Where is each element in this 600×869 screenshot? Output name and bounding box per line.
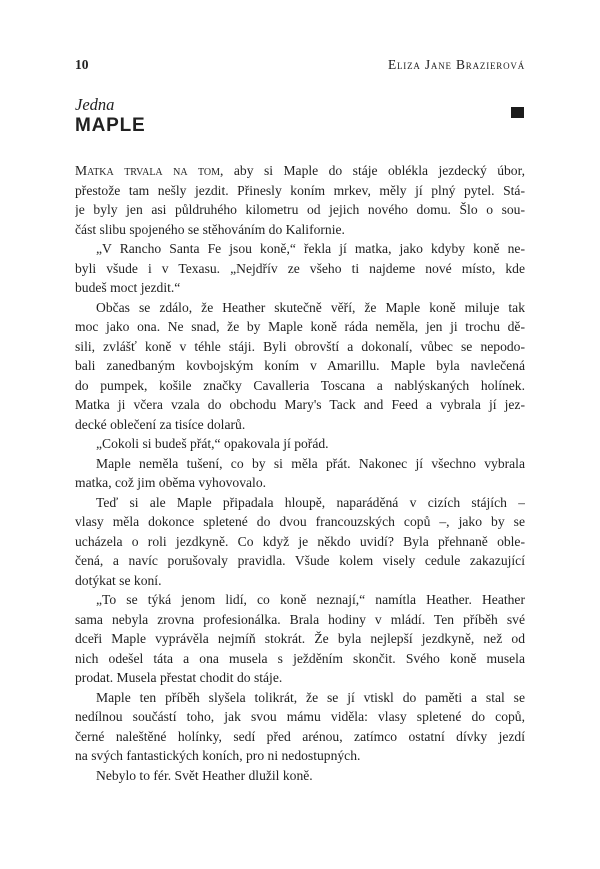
text-line: Maple ten příběh slyšela tolikrát, že se jí vtiskl do paměti a stal se (96, 689, 525, 705)
text-line: decké oblečení za tisíce dolarů. (75, 416, 246, 432)
text-line: Nebylo to fér. Svět Heather dlužil koně. (96, 767, 313, 783)
text-line: Matka ji včera vzala do obchodu Mary's Tack and Feed a vybrala jí jez- (75, 397, 525, 413)
text-line: sili, zvlášť koně v téhle stáji. Byli obrovští a dokonalí, vůbec se nepodo- (75, 338, 525, 354)
running-header-author: Eliza Jane Brazierová (387, 57, 525, 72)
text-line: na svých fantastických koních, pro ni nedostupných. (75, 748, 361, 764)
page-number: 10 (75, 57, 89, 72)
text-line: prodat. Musela přestat chodit do stáje. (75, 670, 283, 686)
text-line: černé naleštěné holínky, sedí před arénou, zatímco ostatní dívky jezdí (75, 728, 525, 744)
text-line: nich odešel táta a ona musela s ježděním skončit. Svého koně musela (75, 650, 525, 666)
text-line: dotýkat se koní. (75, 572, 162, 588)
text-line: nedílnou součástí toho, jak svou mámu viděla: vlasy spletené do copů, (75, 709, 525, 725)
page-header (75, 57, 525, 73)
chapter-title: MAPLE (75, 115, 146, 136)
chapter-number: Jedna (75, 95, 115, 114)
smallcaps-lead: Matka trvala na tom (75, 163, 221, 178)
section-marker-square (511, 107, 524, 118)
text-line: je byly jen asi půldruhého kilometru od jejich nového domu. Šlo o sou- (75, 202, 525, 218)
text-line: sama nebyla zrovna profesionálka. Brala hodiny v mládí. Ten příběh své (75, 611, 525, 627)
text-line: moc jako ona. Ne snad, že by Maple koně ráda neměla, jen ji trochu dě- (75, 319, 525, 335)
text-line: „Cokoli si budeš přát,“ opakovala jí pořád. (96, 436, 329, 452)
text-line: „V Rancho Santa Fe jsou koně,“ řekla jí matka, jako kdyby koně ne- (96, 241, 525, 257)
text-line: Teď si ale Maple připadala hloupě, naparáděná v cizích stájích – (96, 494, 525, 510)
text-line: matka, což jim oběma vyhovovalo. (75, 475, 267, 491)
text-line: budeš moct jezdit.“ (75, 280, 181, 296)
text-line: Maple neměla tušení, co by si měla přát. Nakonec jí všechno vybrala (96, 455, 525, 471)
text-line: vlasy měla dokonce spletené do dvou francouzských copů –, jako by se (75, 514, 525, 530)
text-line: ucházela o roli jezdkyně. Co když je někdo uvidí? Byla přehnaně oble- (75, 533, 525, 549)
text-line: bali zanedbaným kovbojským koním v Amarillu. Maple byla navlečená (75, 358, 525, 374)
text-line: Matka trvala na tom, aby si Maple do stáje oblékla jezdecký úbor, (75, 163, 525, 178)
text-line: do pumpek, košile značky Cavalleria Toscana a nablýskaných holínek. (75, 377, 525, 393)
chapter-heading (75, 95, 146, 136)
text-line: přestože tam nešly jezdit. Přinesly koním mrkev, měly jí plný pytel. Stá- (75, 182, 525, 198)
body-text (75, 161, 525, 786)
text-line: část slibu spojeného se stěhováním do Kalifornie. (75, 221, 345, 237)
text-line: dceři Maple vyprávěla nejmíň stokrát. Že byla nejlepší jezdkyně, než od (75, 631, 525, 647)
text-line: čená, a navíc porušovaly pravidla. Všude kolem visely cedule zakazující (75, 553, 525, 569)
text-line: „To se týká jenom lidí, co koně neznají,“ namítla Heather. Heather (96, 592, 525, 608)
text-line: Občas se zdálo, že Heather skutečně věří, že Maple koně miluje tak (96, 299, 525, 315)
text-line: byli všude i v Texasu. „Nejdřív ze všeho ti najdeme nové místo, kde (75, 260, 525, 276)
